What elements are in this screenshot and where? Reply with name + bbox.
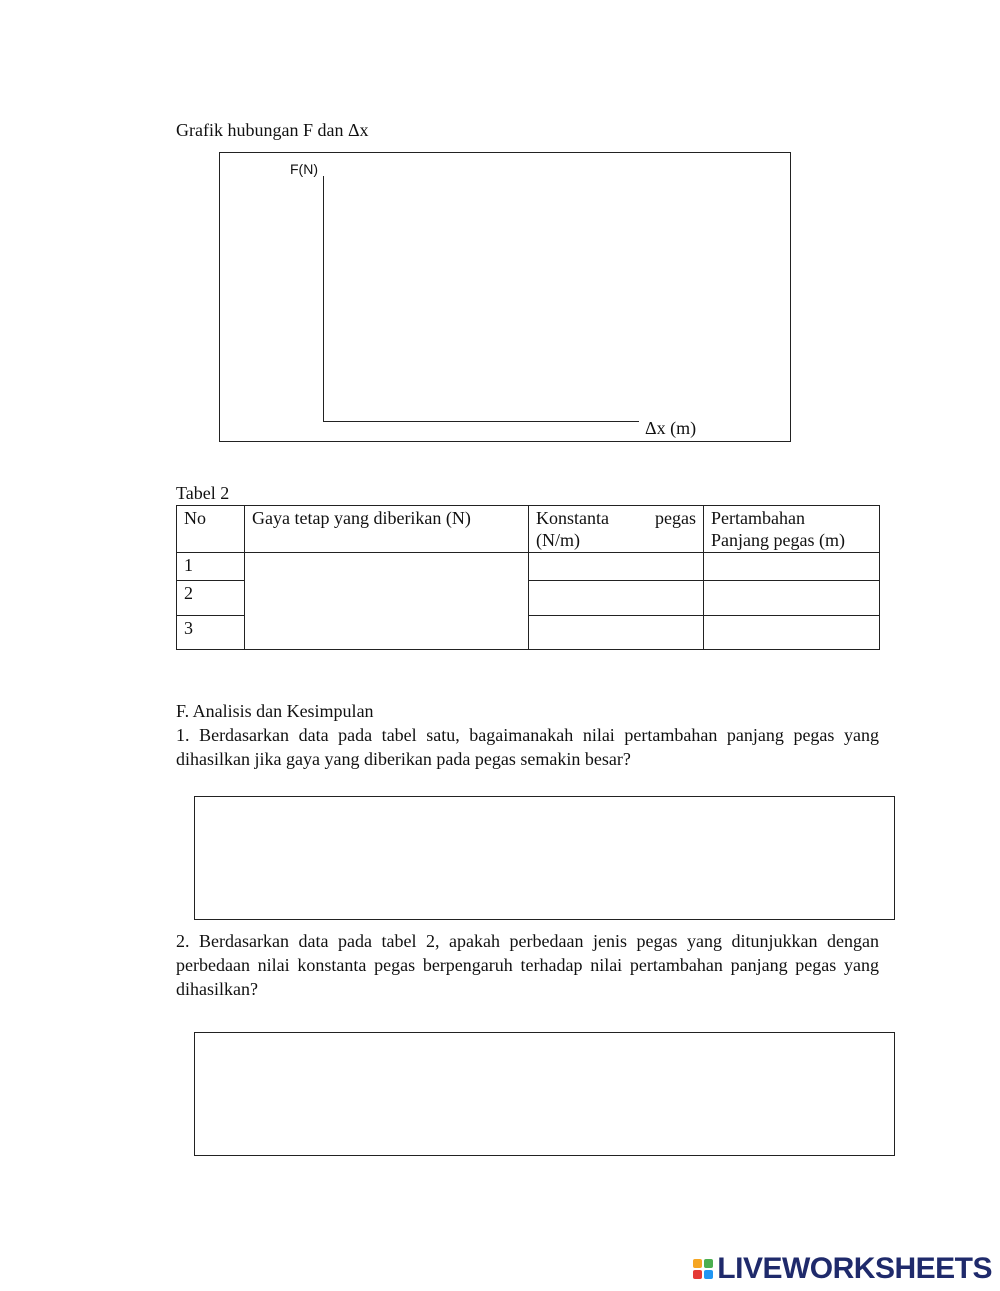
answer-box-2[interactable]	[194, 1032, 895, 1156]
table2-caption: Tabel 2	[176, 483, 230, 503]
row-number: 3	[177, 616, 245, 650]
header-force: Gaya tetap yang diberikan (N)	[245, 506, 529, 553]
extension-input-cell[interactable]	[704, 581, 880, 616]
table2	[176, 505, 880, 650]
header-constant-word2: pegas	[655, 508, 696, 528]
answer-box-1[interactable]	[194, 796, 895, 920]
row-number: 1	[177, 553, 245, 581]
logo-square	[693, 1259, 702, 1268]
extension-input-cell[interactable]	[704, 616, 880, 650]
table-row	[177, 553, 880, 581]
graph-caption: Grafik hubungan F dan Δx	[176, 120, 369, 140]
logo-square	[693, 1270, 702, 1279]
question-2: 2. Berdasarkan data pada tabel 2, apakah perbedaan jenis pegas yang ditunjukkan dengan perbedaan nilai konstanta pegas berpengaruh terhadap nilai pertambahan panjang pegas yang dihasilkan?	[176, 931, 879, 999]
header-extension-line1: Pertambahan	[711, 508, 805, 528]
constant-input-cell[interactable]	[529, 581, 704, 616]
brand-name: LIVEWORKSHEETS	[717, 1252, 992, 1285]
header-constant	[529, 506, 704, 553]
header-constant-word1: Konstanta	[536, 508, 609, 528]
analysis-heading: F. Analisis dan Kesimpulan	[176, 701, 374, 721]
header-constant-unit: (N/m)	[536, 530, 580, 550]
logo-mark-icon	[693, 1259, 713, 1279]
graph-x-label: Δx (m)	[645, 418, 697, 438]
header-extension-line2: Panjang pegas (m)	[711, 530, 845, 550]
header-extension	[704, 506, 880, 553]
constant-input-cell[interactable]	[529, 616, 704, 650]
graph-y-label: F(N)	[290, 161, 318, 177]
graph-x-axis	[323, 421, 639, 422]
graph-y-axis	[323, 176, 324, 422]
row-number: 2	[177, 581, 245, 616]
header-no: No	[177, 506, 245, 553]
graph-box	[219, 152, 791, 442]
extension-input-cell[interactable]	[704, 553, 880, 581]
table2-header-row	[177, 506, 880, 553]
force-input-cell[interactable]	[245, 553, 529, 650]
question-1: 1. Berdasarkan data pada tabel satu, bagaimanakah nilai pertambahan panjang pegas yang dihasilkan jika gaya yang diberikan pada pegas semakin besar?	[176, 725, 879, 769]
constant-input-cell[interactable]	[529, 553, 704, 581]
logo-square	[704, 1270, 713, 1279]
logo-square	[704, 1259, 713, 1268]
liveworksheets-logo	[693, 1252, 992, 1286]
